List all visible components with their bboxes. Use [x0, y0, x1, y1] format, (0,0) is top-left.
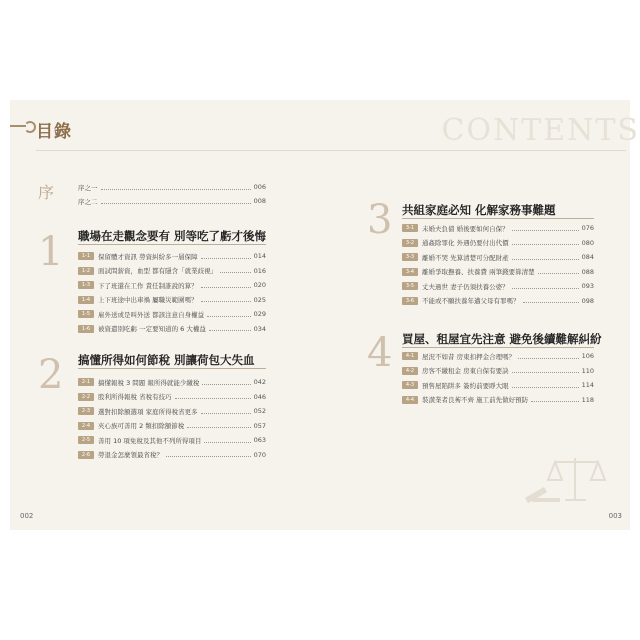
header-ornament-curl — [24, 121, 36, 133]
toc-entry — [402, 237, 594, 249]
leader-dots — [175, 398, 251, 399]
toc-entry — [78, 250, 266, 262]
toc-entry — [402, 280, 594, 292]
preface-label: 序 — [38, 183, 55, 202]
chapter-title: 買屋、租屋宜先注意 避免後續難解糾紛 — [402, 332, 602, 346]
toc-entry-title: 屋況不如昔 房東扣押金合理嗎？ — [422, 352, 516, 361]
toc-entry — [402, 266, 594, 278]
chapter-title: 共組家庭必知 化解家務事難題 — [402, 203, 556, 217]
section-number-badge: 4-3 — [402, 381, 418, 389]
chapter-title-rule — [78, 368, 266, 369]
section-number-badge: 4-4 — [402, 396, 418, 404]
section-number-badge: 3-5 — [402, 282, 418, 290]
section-number-badge: 4-1 — [402, 352, 418, 360]
toc-entry-title: 勞退金怎麼領最省稅？ — [98, 451, 163, 459]
toc-entry-page: 070 — [253, 450, 266, 459]
leader-dots — [512, 372, 579, 373]
toc-entry-page: 057 — [253, 421, 266, 430]
leader-dots — [187, 427, 250, 428]
toc-entry — [78, 420, 266, 432]
toc-entry-title: 序之一 — [78, 183, 98, 192]
toc-entry — [78, 195, 266, 207]
toc-entry-page: 042 — [253, 378, 266, 386]
toc-entry-title: 預售屋陷阱多 簽約前要睜大眼 — [422, 381, 509, 390]
toc-entry-title: 丈夫過世 妻子仍須扶養公婆？ — [422, 282, 509, 291]
folio-left: 002 — [20, 512, 34, 520]
toc-entry-title: 夾心族可善用 2 類扣除額節稅 — [98, 422, 185, 430]
toc-entry-page: 088 — [581, 267, 594, 276]
toc-entry — [78, 279, 266, 291]
leader-dots — [201, 413, 251, 414]
leader-dots — [202, 384, 250, 385]
leader-dots — [512, 387, 579, 388]
section-number-badge: 3-1 — [402, 224, 418, 232]
toc-entry-title: 面試問薪資，血型 都有隱含「就業歧視」 — [98, 267, 218, 275]
section-number-badge: 2-5 — [78, 436, 94, 444]
section-number-badge: 1-4 — [78, 296, 94, 304]
chapter-title: 搞懂所得如何節稅 別讓荷包大失血 — [78, 353, 255, 367]
toc-entry-title: 下了班還在工作 責任制誰說的算？ — [98, 281, 198, 290]
toc-entry-title: 房客不繳租金 房東自保有要訣 — [422, 367, 509, 375]
toc-entry-page: 080 — [581, 238, 594, 247]
toc-entry-page: 063 — [253, 436, 266, 444]
chapter-title-rule — [78, 244, 266, 245]
toc-entry — [402, 379, 594, 391]
toc-entry-title: 善用 10 項免稅及其他不列所得項目 — [98, 436, 202, 445]
toc-entry-page: 046 — [253, 392, 266, 401]
header-divider — [36, 150, 626, 151]
toc-entry-title: 搞懂報稅 3 問題 報所得就能少繳稅 — [98, 378, 200, 387]
section-number-badge: 4-2 — [402, 367, 418, 375]
toc-entry-page: 052 — [253, 407, 266, 415]
toc-entry — [78, 449, 266, 461]
justice-scale-icon — [520, 448, 610, 508]
toc-entry-page: 034 — [253, 324, 266, 333]
toc-entry-page: 118 — [581, 395, 594, 404]
toc-entry — [78, 265, 266, 277]
leader-dots — [201, 258, 251, 259]
leader-dots — [201, 287, 251, 288]
section-number-badge: 2-3 — [78, 407, 94, 415]
toc-entry-title: 股利所得報稅 省稅有技巧 — [98, 393, 172, 401]
toc-entry-page: 093 — [581, 282, 594, 290]
section-number-badge: 3-6 — [402, 297, 418, 305]
toc-entry-title: 被資遣別吃虧 一定要知道的 6 大權益 — [98, 325, 206, 333]
section-number-badge: 3-3 — [402, 253, 418, 261]
leader-dots — [101, 203, 251, 204]
toc-entry — [402, 295, 594, 307]
section-number-badge: 1-5 — [78, 310, 94, 318]
toc-entry-page: 014 — [253, 252, 266, 260]
leader-dots — [512, 288, 579, 289]
toc-entry — [78, 434, 266, 446]
toc-entry-page: 016 — [253, 266, 266, 275]
leader-dots — [166, 456, 251, 457]
chapter-number: 2 — [38, 352, 64, 398]
toc-entry-title: 離婚爭取撫養、扶養費 兩筆錢要算清楚 — [422, 268, 535, 276]
toc-entry-title: 裝潢業者良莠不齊 施工前先做好預防 — [422, 396, 529, 404]
toc-entry — [78, 294, 266, 306]
section-number-badge: 3-4 — [402, 268, 418, 276]
toc-entry-page: 076 — [581, 224, 594, 232]
toc-entry-page: 114 — [581, 381, 594, 389]
chapter-title-rule — [402, 218, 594, 219]
section-number-badge: 2-1 — [78, 378, 94, 386]
toc-entry-title: 未婚夫負債 婚後要如何自保？ — [422, 224, 509, 233]
leader-dots — [518, 358, 579, 359]
leader-dots — [201, 301, 251, 302]
chapter-number: 3 — [367, 197, 393, 243]
toc-entry-page: 106 — [581, 352, 594, 360]
toc-entry-page: 029 — [253, 310, 266, 318]
section-number-badge: 3-2 — [402, 239, 418, 247]
toc-entry-title: 序之二 — [78, 197, 98, 206]
toc-entry — [78, 391, 266, 403]
folio-right: 003 — [608, 512, 622, 520]
section-number-badge: 1-6 — [78, 325, 94, 333]
page-title: 目錄 — [36, 122, 72, 142]
toc-entry-title: 離婚不哭 先算清楚可分配財產 — [422, 253, 509, 262]
leader-dots — [209, 330, 251, 331]
section-number-badge: 1-3 — [78, 281, 94, 289]
toc-entry-page: 006 — [253, 183, 266, 191]
toc-entry — [402, 394, 594, 406]
contents-watermark: CONTENTS — [441, 113, 640, 148]
toc-entry-title: 雇外送或是叫外送 都該注意自身權益 — [98, 310, 205, 319]
toc-entry-page: 008 — [253, 197, 266, 205]
leader-dots — [512, 259, 579, 260]
leader-dots — [204, 442, 250, 443]
toc-entry-title: 通姦除罪化 外遇仍要付出代價 — [422, 239, 509, 247]
toc-entry — [402, 251, 594, 263]
toc-entry-title: 保留體才資訊 勞資糾紛多一層保障 — [98, 252, 198, 261]
section-number-badge: 2-4 — [78, 422, 94, 430]
toc-entry — [402, 365, 594, 377]
toc-entry-page: 084 — [581, 253, 594, 261]
leader-dots — [523, 302, 579, 303]
section-number-badge: 2-6 — [78, 451, 94, 459]
toc-entry-title: 選對扣除額選項 家庭所得稅省更多 — [98, 407, 198, 416]
chapter-title: 職場在走觀念要有 別等吃了虧才後悔 — [78, 229, 267, 243]
leader-dots — [101, 189, 251, 190]
toc-entry — [402, 350, 594, 362]
toc-entry — [78, 181, 266, 193]
chapter-title-rule — [402, 347, 594, 348]
toc-entry-page: 110 — [581, 366, 594, 375]
chapter-number: 1 — [38, 229, 64, 275]
toc-entry-page: 098 — [581, 296, 594, 305]
toc-entry-title: 上下班途中出車禍 屬職災範圍嗎？ — [98, 296, 198, 304]
toc-entry-page: 025 — [253, 295, 266, 304]
section-number-badge: 1-1 — [78, 252, 94, 260]
section-number-badge: 2-2 — [78, 393, 94, 401]
leader-dots — [512, 230, 579, 231]
leader-dots — [531, 401, 579, 402]
leader-dots — [220, 272, 251, 273]
toc-entry — [78, 376, 266, 388]
toc-entry — [78, 405, 266, 417]
toc-entry — [78, 308, 266, 320]
toc-entry-page: 020 — [253, 281, 266, 289]
leader-dots — [207, 316, 251, 317]
section-number-badge: 1-2 — [78, 267, 94, 275]
toc-entry-title: 不能或不願扶養年邁父母有罪嗎？ — [422, 297, 520, 305]
leader-dots — [538, 273, 579, 274]
toc-entry — [402, 222, 594, 234]
chapter-number: 4 — [367, 330, 393, 376]
leader-dots — [512, 244, 579, 245]
toc-entry — [78, 323, 266, 335]
